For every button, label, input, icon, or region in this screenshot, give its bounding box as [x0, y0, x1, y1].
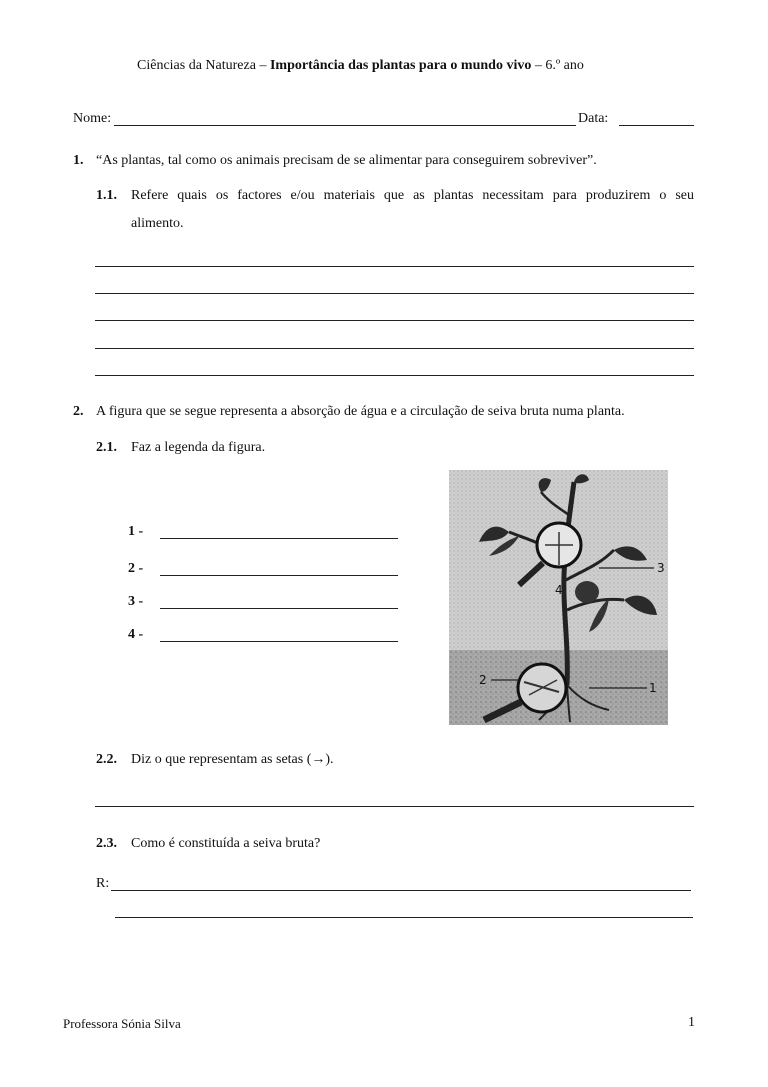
q1-1-text-cont: alimento.: [131, 216, 184, 231]
name-label: Nome:: [73, 111, 112, 126]
page-header: [137, 58, 584, 74]
answer-line[interactable]: [95, 806, 694, 807]
legend-field-3[interactable]: [160, 608, 398, 609]
legend-label-1: 1 -: [128, 524, 144, 539]
figure-label-2: 2: [479, 673, 487, 687]
page-number: 1: [688, 1015, 695, 1030]
date-field[interactable]: [619, 125, 694, 126]
figure-label-3: 3: [657, 561, 665, 575]
q2-text: A figura que se segue representa a absorção de água e a circulação de seiva bruta numa planta.: [96, 404, 625, 419]
plant-illustration: [449, 470, 668, 725]
q1-1-text: Refere quais os factores e/ou materiais que as plantas necessitam para produzirem o seu: [131, 188, 694, 203]
footer-author: Professora Sónia Silva: [63, 1016, 181, 1031]
date-label: Data:: [578, 111, 609, 126]
legend-label-2: 2 -: [128, 561, 144, 576]
answer-line[interactable]: [95, 266, 694, 267]
q2-1-text: Faz a legenda da figura.: [131, 440, 266, 455]
name-field[interactable]: [114, 125, 576, 126]
q2-2-text: Diz o que representam as setas (→).: [131, 752, 334, 767]
q2-3-text: Como é constituída a seiva bruta?: [131, 836, 321, 851]
header-suffix: – 6.º ano: [531, 58, 584, 73]
answer-line[interactable]: [95, 375, 694, 376]
q2-number: 2.: [73, 404, 84, 419]
plant-figure: [449, 470, 668, 725]
answer-line[interactable]: [95, 348, 694, 349]
figure-label-1: 1: [649, 681, 657, 695]
q2-2-number: 2.2.: [96, 752, 117, 767]
answer-label: R:: [96, 876, 110, 891]
legend-field-4[interactable]: [160, 641, 398, 642]
header-prefix: Ciências da Natureza –: [137, 58, 270, 73]
header-title: Importância das plantas para o mundo vivo: [269, 58, 532, 73]
answer-line[interactable]: [111, 890, 691, 891]
legend-field-1[interactable]: [160, 538, 398, 539]
q1-number: 1.: [73, 153, 84, 168]
legend-label-4: 4 -: [128, 627, 144, 642]
legend-label-3: 3 -: [128, 594, 144, 609]
q2-3-number: 2.3.: [96, 836, 117, 851]
q1-text: “As plantas, tal como os animais precisam de se alimentar para conseguirem sobreviver”.: [96, 153, 597, 168]
q1-1-number: 1.1.: [96, 188, 117, 203]
legend-field-2[interactable]: [160, 575, 398, 576]
q2-1-number: 2.1.: [96, 440, 117, 455]
answer-line[interactable]: [115, 917, 693, 918]
answer-line[interactable]: [95, 320, 694, 321]
figure-label-4: 4: [555, 583, 563, 597]
answer-line[interactable]: [95, 293, 694, 294]
